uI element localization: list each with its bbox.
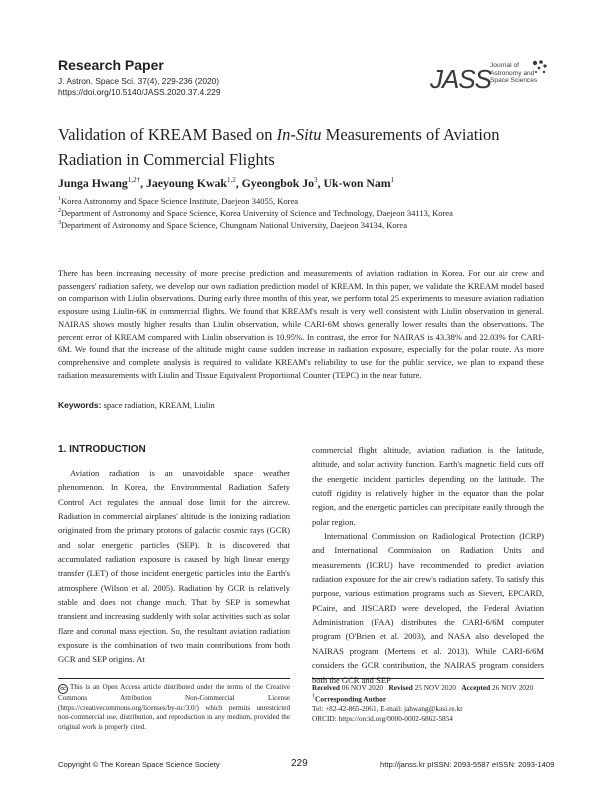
section-heading-introduction: 1. INTRODUCTION — [58, 444, 146, 455]
author-4: Uk-won Nam$^1$ — [323, 176, 395, 190]
logo-swirl-icon — [530, 58, 550, 78]
affiliation-2: $^2$Department of Astronomy and Space Science, Korea University of Science and Technology, Daejeon 34113, Korea — [58, 208, 453, 218]
citation-block — [58, 76, 221, 98]
logo-wordmark: JASS — [430, 64, 492, 94]
footnote-divider — [58, 678, 290, 679]
author-3: Gyeongbok Jo$^3$, — [241, 176, 324, 190]
article-type-label: Research Paper — [58, 57, 164, 73]
author-list — [58, 176, 394, 191]
intro-column-left: Aviation radiation is an unavoidable space weather phenomenon. In Korea, the Environmental Radiation Safety Control Act regulates the annual dose limit for the aircrew. Radiation in commercial airplanes' altitude is the ionizing radiation originated from the primary protons of galactic cosmic rays (GCR) and solar energetic particles (SEP). It is discovered that accumulated radiation exposure is caused by high linear energy transfer (LET) of those incident energetic particles into the Earth's atmosphere (Wilson et al. 2005). Radiation by GCR is relatively stable and does not change much. That by SEP is somewhat transient and increasing suddenly with solar activities such as solar flare and coronal mass ejection. So, the resultant aviation radiation exposure is the combination of two main contributions from both GCR and SEP origins. At — [58, 468, 290, 665]
abstract: There has been increasing necessity of more precise prediction and measurements of aviation radiation in Korea. For our air crew and passengers' radiation safety, we develop our own radiation prediction model of KREAM. In this paper, we validate the KREAM model based on comparison with Liulin observations. During early three months of this year, we perform total 25 experiments to measure aviation radiation exposure using Liulin-6K in commercial flights. We found that KREAM's result is very well consistent with Liulin observation in general. NAIRAS shows mostly higher results than Liulin observation, while CARI-6M shows generally lower results than the observations. The percent error of KREAM compared with Liulin observation is 10.95%. In contrast, the error for NAIRAS is 43.38% and 22.03% for CARI-6M. We found that the increase of the altitude might cause sudden increase in radiation exposure, especially for the polar route. As more comprehensive and complete analysis is required to validate KREAM's reliability to use for the public service, we plan to expand these radiation measurements with Liulin and Tissue Equivalent Proportional Counter (TEPC) in the near future. — [58, 268, 544, 380]
footer-issn: http://janss.kr pISSN: 2093-5587 eISSN: 2093-1409 — [380, 760, 555, 769]
paper-title: Validation of KREAM Based on In-Situ Measurements of Aviation Radiation in Commercial Flights — [58, 125, 500, 169]
author-1: Junga Hwang$^{1,2\dagger}$, — [58, 176, 146, 190]
intro-paragraph: commercial flight altitude, aviation radiation is the latitude, altitude, and solar activity function. Earth's magnetic field cuts off the energetic incident particles depending on the latitude. The cutoff rigidity is relatively higher in the equator than the polar region, and the energetic particles can precipitate easily through the polar region. — [312, 445, 544, 527]
corresponding-orcid[interactable]: ORCID: https://orcid.org/0000-0002-6862-5854 — [312, 713, 453, 723]
keywords: Keywords: space radiation, KREAM, Liulin — [58, 400, 215, 410]
corresponding-contact: Tel: +82-42-865-2061, E-mail: jahwang@kasi.re.kr — [312, 704, 463, 714]
corresponding-author-label: †Corresponding Author — [312, 693, 387, 704]
logo-journal-name: Journal of Astronomy and Space Sciences — [490, 62, 538, 85]
citation-doi[interactable]: https://doi.org/10.5140/JASS.2020.37.4.229 — [58, 87, 221, 97]
license-note: cc This is an Open Access article distributed under the terms of the Creative Commons Attribution Non-Commercial License (https://creativecommons.org/licenses/by-nc/3.0/) which permits unrestricted non-commercial use, distribution, and reproduction in any medium, provided the original work is properly cited. — [58, 683, 290, 731]
affiliation-3: $^3$Department of Astronomy and Space Science, Chungnam National University, Daejeon 34134, Korea — [58, 220, 407, 230]
page-number: 229 — [291, 758, 308, 769]
creative-commons-icon: cc — [58, 684, 68, 694]
footer-copyright: Copyright © The Korean Space Science Society — [58, 760, 220, 769]
author-2: Jaeyoung Kwak$^{1,2}$, — [145, 176, 242, 190]
intro-column-right — [312, 443, 544, 687]
intro-paragraph: International Commission on Radiological Protection (ICRP) and International Commission on Radiation Units and measurements (ICRU) have recommended to predict aviation radiation exposure for the air crew's radiation safety. To satisfy this purpose, various estimation programs such as Sievert, EPCARD, PCaire, and JISCARD were developed, the Federal Aviation Administration (FAA) distributes the CARI-6/6M computer program (O'Brien et al. 2003), and NASA also developed the NAIRAS program (Mertens et al. 2013). While CARI-6/6M considers the GCR contribution, the NAIRAS program considers both the GCR and SEP — [312, 531, 544, 685]
journal-logo — [430, 58, 550, 100]
footnote-divider — [312, 678, 544, 679]
affiliation-1: $^1$Korea Astronomy and Space Science Institute, Daejeon 34055, Korea — [58, 196, 298, 206]
citation-journal: J. Astron. Space Sci. 37(4), 229-236 (2020) — [58, 76, 220, 86]
article-dates — [312, 683, 552, 724]
history-dates: Received 06 NOV 2020 Revised 25 NOV 2020 Accepted 26 NOV 2020 — [312, 683, 534, 692]
